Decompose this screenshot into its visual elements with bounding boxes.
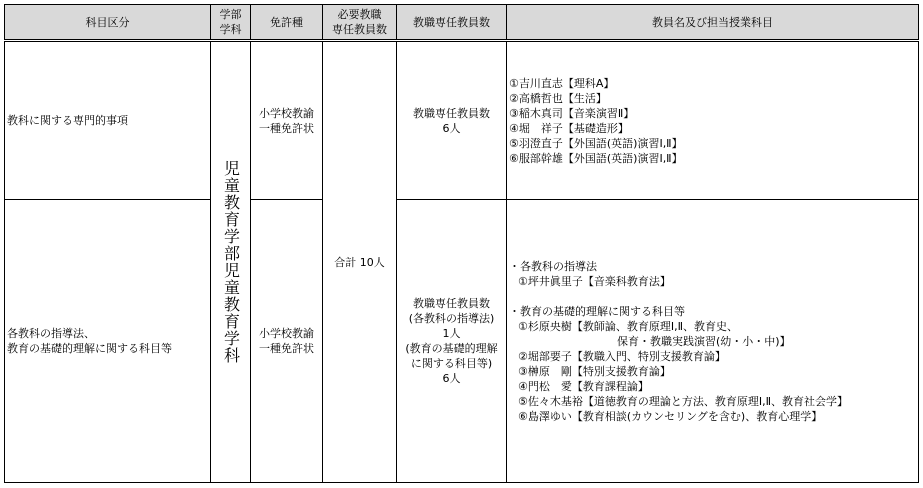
license-cell [251, 200, 323, 483]
list-item: ③榊原 剛【特別支援教育論】 [518, 364, 671, 378]
header-staff-count: 教職専任教員数 [397, 5, 507, 41]
table-row [5, 200, 919, 483]
list-item: ③稲木真司【音楽演習Ⅱ】 [509, 106, 635, 120]
teacher-assignment-table [4, 4, 919, 483]
section-spacer [509, 289, 918, 304]
department-vertical-text: 児童教育学部児童教育学科 [221, 160, 241, 364]
list-item: ②高橋哲也【生活】 [509, 91, 607, 105]
list-item: ②堀部要子【教職入門、特別支援教育論】 [518, 349, 726, 363]
staff-count-cell [397, 200, 507, 483]
list-item: ⑤羽澄直子【外国語(英語)演習Ⅰ,Ⅱ】 [509, 136, 683, 150]
list-item: 保育・教職実践演習(幼・小・中)】 [617, 334, 791, 348]
header-subject-category: 科目区分 [5, 5, 211, 41]
table-header-row [5, 5, 919, 41]
license-text: 小学校教諭 一種免許状 [259, 327, 314, 355]
header-required-staff: 必要教職 専任教員数 [323, 5, 397, 41]
staff-count-text: 教職専任教員数 (各教科の指導法) 1人 (教育の基礎的理解 に関する科目等) 6人 [405, 297, 498, 385]
list-item: ①吉川直志【理科A】 [509, 76, 615, 90]
required-staff-cell [323, 41, 397, 483]
header-license-type: 免許種 [251, 5, 323, 41]
teacher-list-cell [507, 41, 919, 200]
list-item: ⑤佐々木基裕【道徳教育の理論と方法、教育原理Ⅰ,Ⅱ、教育社会学】 [518, 394, 849, 408]
list-item: ④堀 祥子【基礎造形】 [509, 121, 629, 135]
required-staff-text: 合計 10人 [334, 255, 385, 269]
table-row [5, 41, 919, 200]
list-item: ①杉原央樹【教師論、教育原理Ⅰ,Ⅱ、教育史、 [518, 319, 739, 333]
section-title: ・教育の基礎的理解に関する科目等 [509, 304, 685, 318]
subject-category-text: 各教科の指導法、 教育の基礎的理解に関する科目等 [7, 327, 172, 355]
list-item: ⑥服部幹雄【外国語(英語)演習Ⅰ,Ⅱ】 [509, 151, 683, 165]
list-item: ⑥島澤ゆい【教育相談(カウンセリングを含む)、教育心理学】 [518, 409, 823, 423]
list-item: ①坪井眞里子【音楽科教育法】 [518, 274, 671, 288]
subject-category-cell [5, 41, 211, 200]
teacher-list [509, 76, 918, 166]
header-faculty-department: 学部 学科 [211, 5, 251, 41]
header-teacher-subjects: 教員名及び担当授業科目 [507, 5, 919, 41]
list-item: ④門松 愛【教育課程論】 [518, 379, 649, 393]
subject-category-text: 教科に関する専門的事項 [7, 114, 128, 127]
department-cell [211, 41, 251, 483]
staff-count-text: 教職専任教員数 6人 [413, 106, 490, 135]
subject-category-cell [5, 200, 211, 483]
section-title: ・各教科の指導法 [509, 259, 597, 273]
license-text: 小学校教諭 一種免許状 [259, 106, 314, 135]
staff-count-cell [397, 41, 507, 200]
license-cell [251, 41, 323, 200]
teacher-list-cell [507, 200, 919, 483]
teacher-list [509, 259, 918, 424]
